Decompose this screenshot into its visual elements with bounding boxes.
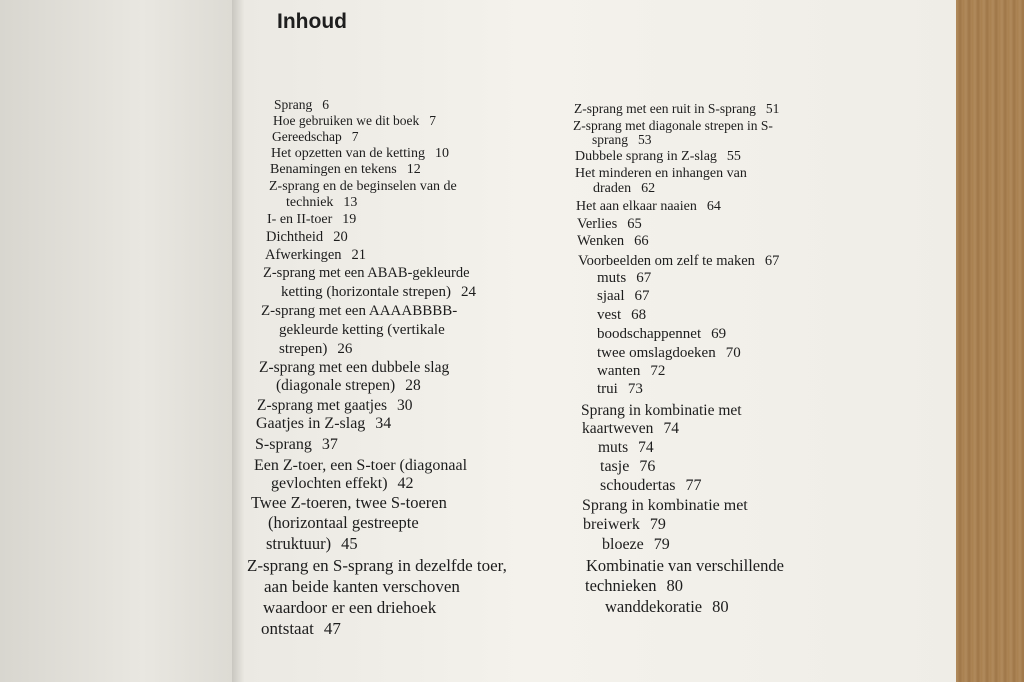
toc-entry-title: Het minderen en inhangen van [575, 166, 747, 181]
toc-entry [600, 458, 655, 475]
toc-entry-title: Dichtheid [266, 229, 324, 245]
toc-page-number: 72 [650, 363, 666, 379]
toc-entry-title: aan beide kanten verschoven [264, 577, 460, 596]
toc-entry [600, 477, 702, 494]
toc-entry-title: schoudertas [600, 477, 676, 494]
toc-entry-title: sprang [592, 132, 628, 147]
toc-entry-title: S-sprang [255, 436, 312, 453]
toc-page-number: 26 [337, 341, 353, 357]
toc-entry-title: technieken [585, 576, 657, 595]
toc-entry [281, 284, 476, 301]
toc-entry-title: Z-sprang en S-sprang in dezelfde toer, [247, 556, 507, 575]
left-page [0, 0, 238, 682]
toc-entry-title: Voorbeelden om zelf te maken [578, 253, 755, 269]
toc-entry-title: Z-sprang en de beginselen van de [269, 179, 457, 194]
toc-entry [268, 514, 429, 531]
toc-entry-title: bloeze [602, 536, 644, 553]
toc-entry-title: Wenken [577, 233, 625, 249]
toc-page-number: 64 [706, 199, 721, 214]
toc-entry-title: Benamingen en tekens [270, 162, 397, 177]
toc-page-number: 74 [638, 439, 654, 456]
toc-entry [266, 535, 358, 552]
toc-page-number: 53 [638, 132, 652, 147]
toc-entry-title: Kombinatie van verschillende [586, 556, 784, 575]
toc-entry [582, 420, 679, 437]
toc-page-number: 7 [429, 113, 436, 128]
toc-page-number: 70 [725, 345, 741, 361]
toc-page-number: 7 [351, 129, 359, 144]
toc-page-number: 65 [627, 216, 642, 232]
toc-page-number: 67 [634, 288, 650, 304]
toc-entry [576, 198, 721, 215]
toc-page-number: 12 [406, 162, 421, 177]
toc-entry-title: breiwerk [583, 516, 640, 533]
toc-entry [255, 436, 338, 453]
toc-entry-title: gevlochten effekt) [271, 475, 388, 492]
toc-entry [598, 439, 654, 456]
toc-page-number: 67 [636, 270, 652, 286]
toc-entry [577, 216, 642, 233]
toc-page-number: 77 [685, 477, 702, 494]
toc-entry [266, 229, 348, 246]
toc-page-number: 19 [342, 212, 357, 227]
toc-entry-title: Sprang in kombinatie met [582, 497, 748, 514]
toc-page-number: 79 [649, 516, 666, 533]
toc-entry-title: strepen) [279, 341, 328, 357]
toc-entry-title: ontstaat [261, 619, 314, 638]
page-title: Inhoud [277, 10, 347, 33]
toc-entry-title: gekleurde ketting (vertikale [279, 322, 445, 338]
toc-entry [265, 247, 366, 264]
toc-entry-title: Z-sprang met een dubbele slag [259, 359, 450, 376]
toc-entry-title: muts [597, 270, 627, 286]
toc-entry-title: Z-sprang met een ABAB-gekleurde [263, 265, 470, 281]
toc-entry-title: Het opzetten van de ketting [271, 146, 425, 161]
toc-entry-title: ketting (horizontale strepen) [281, 284, 451, 300]
toc-page-number: 21 [351, 247, 367, 263]
toc-entry-title: Z-sprang met diagonale strepen in S- [573, 118, 773, 133]
toc-entry-title: Verlies [577, 216, 618, 232]
toc-page-number: 30 [396, 397, 413, 414]
toc-page-number: 68 [631, 307, 647, 323]
toc-page-number: 6 [322, 97, 329, 112]
toc-entry [577, 233, 649, 250]
toc-entry [272, 128, 358, 145]
toc-entry [271, 145, 449, 162]
toc-page-number: 62 [641, 181, 656, 196]
toc-entry-title: Sprang in kombinatie met [581, 402, 742, 419]
toc-entry [605, 598, 729, 615]
toc-entry-title: vest [597, 307, 622, 323]
toc-page-number: 66 [634, 233, 649, 249]
toc-entry-title: Het aan elkaar naaien [576, 199, 697, 214]
toc-entry-title: trui [597, 381, 618, 397]
toc-entry [247, 557, 517, 574]
toc-entry [257, 397, 412, 414]
toc-entry-title: struktuur) [266, 534, 332, 553]
toc-entry [586, 557, 794, 574]
toc-entry-title: Z-sprang met gaatjes [257, 397, 387, 414]
toc-entry [273, 112, 436, 129]
toc-page-number: 51 [765, 101, 780, 116]
toc-entry [276, 377, 421, 394]
toc-page-number: 55 [726, 149, 741, 164]
toc-entry [261, 620, 341, 637]
toc-entry-title: Dubbele sprang in Z-slag [575, 149, 717, 164]
toc-entry [597, 270, 651, 287]
toc-entry [251, 494, 457, 511]
toc-entry [575, 148, 741, 165]
toc-entry [583, 516, 666, 533]
toc-entry [597, 307, 646, 324]
toc-entry [597, 345, 741, 362]
toc-page-number: 80 [712, 597, 729, 616]
toc-entry [256, 415, 391, 432]
toc-entry [593, 180, 655, 197]
toc-entry [581, 402, 752, 419]
toc-entry [578, 253, 779, 270]
toc-page-number: 20 [333, 229, 348, 245]
toc-page-number: 37 [321, 436, 338, 453]
toc-entry [259, 359, 459, 376]
toc-page-number: 69 [711, 326, 727, 342]
toc-entry-title: Hoe gebruiken we dit boek [273, 113, 420, 128]
toc-entry-title: I- en II-toer [267, 212, 333, 227]
toc-entry [279, 341, 352, 358]
toc-entry [254, 457, 477, 474]
toc-entry-title: muts [598, 439, 629, 456]
toc-page-number: 76 [639, 458, 656, 475]
toc-entry-title: Twee Z-toeren, twee S-toeren [251, 493, 447, 512]
toc-entry-title: kaartweven [582, 420, 654, 437]
toc-entry [263, 599, 446, 616]
toc-page-number: 45 [341, 534, 358, 553]
toc-entry [279, 322, 455, 339]
toc-entry [263, 265, 480, 282]
toc-entry-title: draden [593, 181, 632, 196]
toc-entry-title: waardoor er een driehoek [263, 598, 437, 617]
toc-entry [574, 100, 779, 117]
toc-entry [286, 194, 357, 211]
toc-page-number: 74 [663, 420, 679, 437]
toc-entry-title: wanddekoratie [605, 597, 703, 616]
toc-entry-title: (horizontaal gestreepte [268, 513, 419, 532]
toc-entry [267, 211, 356, 228]
toc-entry [592, 131, 652, 148]
toc-entry [271, 475, 414, 492]
toc-page-number: 28 [405, 377, 421, 394]
toc-page-number: 73 [627, 381, 643, 397]
toc-entry [597, 288, 650, 305]
toc-entry-title: twee omslagdoeken [597, 345, 716, 361]
toc-entry-title: Sprang [274, 97, 313, 112]
toc-entry [274, 96, 329, 113]
toc-page-number: 24 [460, 284, 476, 300]
toc-entry [582, 497, 758, 514]
toc-entry-title: Z-sprang met een ruit in S-sprang [574, 101, 756, 116]
toc-entry [269, 178, 467, 195]
toc-entry-title: (diagonale strepen) [276, 377, 396, 394]
toc-entry [270, 161, 421, 178]
toc-entry [264, 578, 470, 595]
toc-entry-title: sjaal [597, 288, 625, 304]
toc-page-number: 42 [397, 475, 414, 492]
toc-entry [585, 577, 683, 594]
toc-entry [597, 363, 665, 380]
toc-page-number: 67 [764, 253, 780, 269]
toc-page-number: 47 [323, 619, 341, 638]
toc-entry [597, 326, 726, 343]
toc-entry [597, 381, 643, 398]
toc-page-number: 80 [666, 576, 683, 595]
toc-entry [261, 303, 467, 320]
toc-page-number: 13 [343, 195, 358, 210]
toc-entry-title: Z-sprang met een AAAABBBB- [261, 303, 458, 319]
toc-entry-title: Een Z-toer, een S-toer (diagonaal [254, 457, 468, 474]
toc-entry [602, 536, 670, 553]
toc-entry-title: Gaatjes in Z-slag [256, 415, 366, 432]
toc-page-number: 10 [434, 146, 449, 161]
toc-entry-title: boodschappennet [597, 326, 702, 342]
toc-entry-title: techniek [286, 195, 334, 210]
toc-page-number: 34 [375, 415, 392, 432]
toc-entry-title: Afwerkingen [265, 247, 342, 263]
toc-entry-title: wanten [597, 363, 641, 379]
toc-entry-title: Gereedschap [272, 129, 342, 144]
toc-entry-title: tasje [600, 458, 630, 475]
toc-page-number: 79 [653, 536, 670, 553]
